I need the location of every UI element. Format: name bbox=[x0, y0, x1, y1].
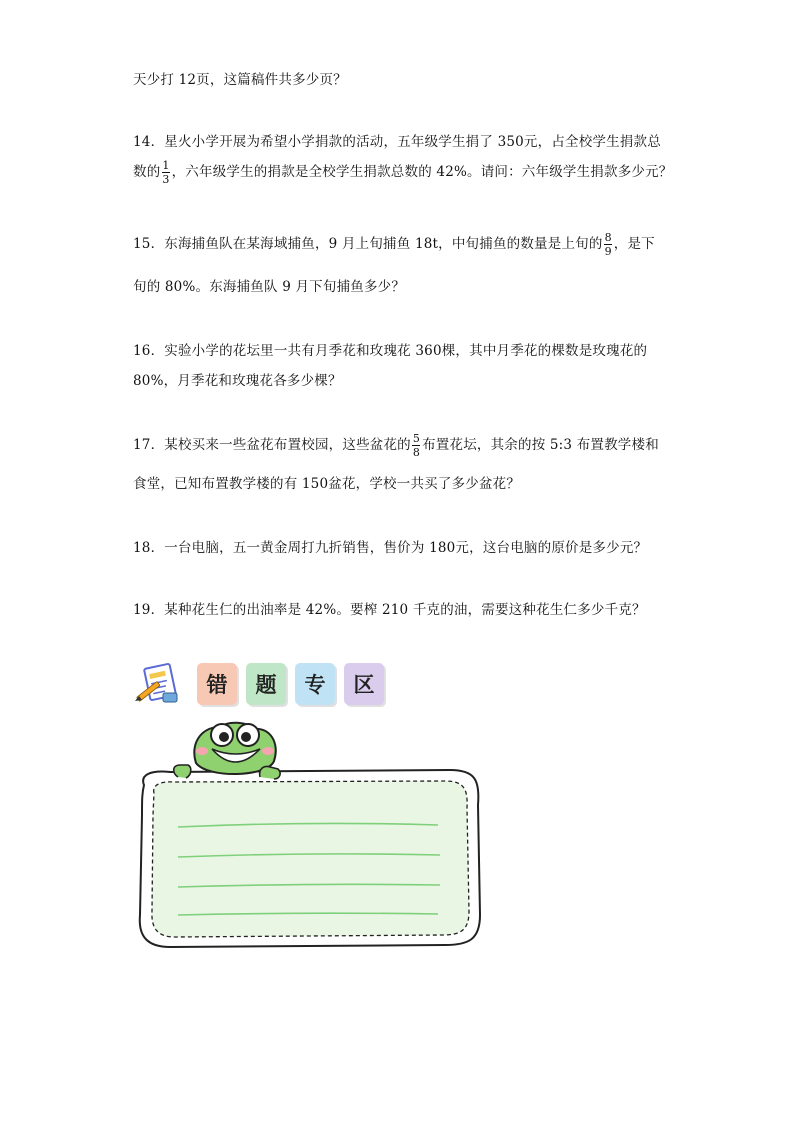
question-17-text-post: 布置花坛，其余的按 5:3 布置教学楼和 bbox=[422, 437, 659, 453]
question-14-line-1: 14．星火小学开展为希望小学捐款的活动，五年级学生捐了 350元，占全校学生捐款总 bbox=[133, 134, 661, 150]
banner-tile-2: 题 bbox=[246, 663, 286, 705]
fraction-numerator: 1 bbox=[162, 159, 170, 172]
frog-icon bbox=[174, 723, 280, 779]
frog-note-box bbox=[130, 715, 485, 950]
question-16-line-2: 80%，月季花和玫瑰花各多少棵？ bbox=[133, 373, 342, 389]
question-14-line-2 bbox=[133, 160, 673, 185]
text-line-continuation: 天少打 12页，这篇稿件共多少页？ bbox=[133, 72, 347, 88]
fraction-denominator: 9 bbox=[604, 245, 612, 258]
question-15-text-post: ，是下 bbox=[613, 236, 655, 252]
mistakes-section-banner bbox=[133, 663, 393, 707]
question-15-line-2: 旬的 80%。东海捕鱼队 9 月下旬捕鱼多少？ bbox=[133, 279, 406, 295]
note-frame-illustration bbox=[130, 715, 485, 950]
fraction-one-third bbox=[161, 160, 170, 185]
fraction-denominator: 8 bbox=[412, 446, 421, 459]
question-15-text-pre: 15．东海捕鱼队在某海域捕鱼，9 月上旬捕鱼 18t，中旬捕鱼的数量是上旬的 bbox=[133, 236, 603, 252]
question-17-text-pre: 17．某校买来一些盆花布置校园，这些盆花的 bbox=[133, 437, 411, 453]
banner-tile-4: 区 bbox=[344, 663, 384, 705]
question-17-line-2: 食堂，已知布置教学楼的有 150盆花，学校一共买了多少盆花？ bbox=[133, 476, 521, 492]
fraction-numerator: 8 bbox=[604, 231, 612, 244]
question-14-text-pre: 数的 bbox=[133, 164, 161, 180]
question-15-line-1 bbox=[133, 232, 655, 257]
fraction-five-eighths bbox=[412, 433, 421, 458]
question-17-line-1 bbox=[133, 433, 659, 458]
question-14-text-post: ，六年级学生的捐款是全校学生捐款总数的 42%。请问：六年级学生捐款多少元？ bbox=[171, 164, 673, 180]
fraction-numerator: 5 bbox=[412, 432, 421, 445]
question-19: 19．某种花生仁的出油率是 42%。要榨 210 千克的油，需要这种花生仁多少千克？ bbox=[133, 602, 646, 618]
fraction-eight-ninths bbox=[604, 232, 613, 257]
notebook-pencil-icon bbox=[133, 663, 187, 707]
banner-tile-1: 错 bbox=[197, 663, 237, 705]
banner-tile-3: 专 bbox=[295, 663, 335, 705]
question-16-line-1: 16．实验小学的花坛里一共有月季花和玫瑰花 360棵，其中月季花的棵数是玫瑰花的 bbox=[133, 343, 648, 359]
fraction-denominator: 3 bbox=[162, 173, 170, 186]
question-18: 18．一台电脑，五一黄金周打九折销售，售价为 180元，这台电脑的原价是多少元？ bbox=[133, 540, 648, 556]
